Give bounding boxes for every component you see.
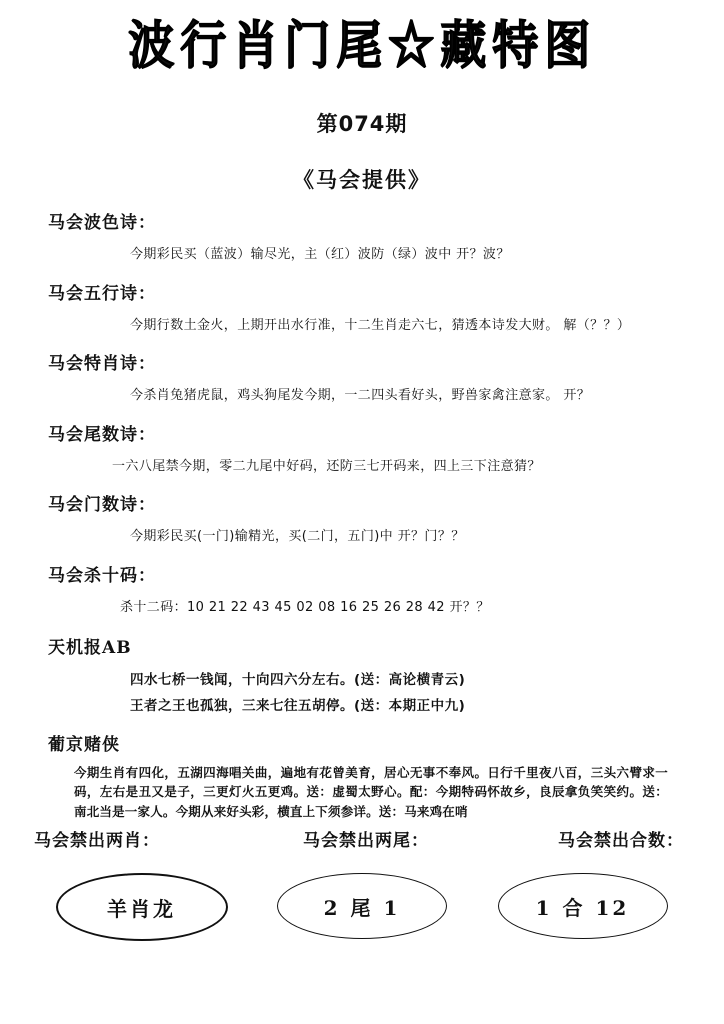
section-pujing-dudu: [34, 730, 690, 821]
ab-line-1: 四水七桥一钱闻，十向四六分左右。(送：高论横青云): [130, 672, 466, 688]
masthead: [34, 0, 690, 86]
page-title: 波行肖门尾☆藏特图: [128, 14, 596, 76]
provider-label: 《马会提供》: [293, 167, 431, 192]
issue-number: 第074期: [316, 112, 408, 136]
section-body: 一六八尾禁今期，零二九尾中好码，还防三七开码来，四上三下注意猜？: [112, 458, 541, 474]
section-body: 今期行数土金火，上期开出水行准，十二生肖走六七，猜透本诗发大财。 解（？？）: [130, 317, 631, 333]
forecast-label: 马会禁出两肖：: [34, 831, 160, 851]
poem-body: 今期生肖有四化，五湖四海唱关曲，遍地有花曾美育，居心无事不奉风。日行千里夜八百，三头六臂求一码，左右是丑又是子，三更灯火五更鸡。送：虚蜀太野心。配：今期特码怀故乡，良辰拿负笑笑约。送：南北当是一家人。今期从来好头彩，横直上下须参详。送：马来鸡在哨: [74, 765, 668, 819]
section-tianjibao-ab: [34, 633, 690, 714]
forecast-value-badge: 1 合 12: [498, 873, 668, 939]
section-title: 马会门数诗：: [48, 495, 156, 515]
section-bose-poem: [34, 208, 690, 265]
section-title: 马会杀十码：: [48, 565, 156, 586]
section-title: 葡京赌侠: [48, 735, 120, 755]
section-title: 天机报AB: [48, 638, 132, 658]
ab-line-2: 王者之王也孤独，三来七往五胡停。(送：本期正中九): [130, 698, 466, 714]
forecast-label: 马会禁出合数：: [558, 831, 684, 851]
forecast-row: [34, 826, 690, 941]
section-wuxing-poem: [34, 279, 690, 336]
forecast-column-zodiac: [34, 826, 249, 941]
section-title: 马会五行诗：: [48, 283, 156, 304]
forecast-value-badge: 2 尾 1: [277, 873, 447, 939]
section-title: 马会尾数诗：: [48, 424, 156, 445]
section-title: 马会波色诗：: [48, 213, 156, 233]
section-weishu-poem: [34, 420, 690, 477]
forecast-column-sum: [475, 826, 690, 941]
forecast-value-badge: 羊肖龙: [56, 873, 228, 941]
section-texiao-poem: [34, 349, 690, 406]
section-body: 杀十二码：10 21 22 43 45 02 08 16 25 26 28 42 开？？: [120, 599, 490, 615]
section-body: 今杀肖兔猪虎鼠，鸡头狗尾发今期，一二四头看好头，野兽家禽注意家。 开？: [130, 388, 591, 403]
section-title: 马会特肖诗：: [48, 354, 156, 374]
section-body: 今期彩民买（蓝波）输尽光，主（红）波防（绿）波中 开？波？: [130, 247, 510, 262]
forecast-column-tail: [255, 826, 470, 941]
forecast-label: 马会禁出两尾：: [303, 831, 429, 851]
section-shashima: [34, 561, 690, 618]
section-body: 今期彩民买(一门)输精光，买(二门，五门)中 开？门？？: [130, 529, 465, 544]
section-menshu-poem: [34, 490, 690, 547]
